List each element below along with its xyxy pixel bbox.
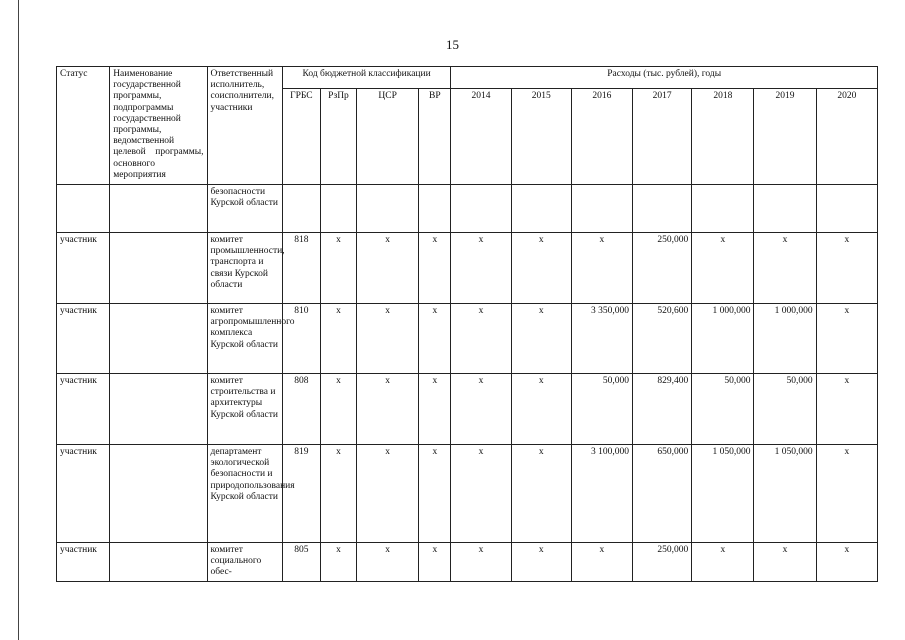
cell-value-2019: 1 050,000	[754, 445, 816, 543]
cell-value-2014	[451, 185, 511, 233]
cell-value-2020: х	[816, 233, 877, 304]
cell-executor: безопасности Курской области	[207, 185, 282, 233]
header-name: Наименование государственной программы, подпрограммы государственной программы, ведомственной целевой программы, основного мероприятия	[110, 67, 207, 185]
cell-status: участник	[57, 543, 110, 582]
header-csr: ЦСР	[357, 89, 419, 185]
cell-value-2014: х	[451, 543, 511, 582]
cell-rzpr: х	[320, 445, 356, 543]
page-number: 15	[446, 37, 459, 52]
cell-value-2017: 520,600	[633, 304, 692, 374]
cell-csr: х	[357, 445, 419, 543]
cell-name	[110, 233, 207, 304]
cell-value-2016: х	[571, 233, 632, 304]
cell-value-2014: х	[451, 304, 511, 374]
header-expenses: Расходы (тыс. рублей), годы	[451, 67, 878, 89]
table-row	[57, 185, 878, 233]
cell-value-2017: 250,000	[633, 543, 692, 582]
table-row	[57, 374, 878, 445]
header-budget-code: Код бюджетной классификации	[282, 67, 451, 89]
header-grbs: ГРБС	[282, 89, 320, 185]
cell-value-2020: х	[816, 543, 877, 582]
cell-status: участник	[57, 445, 110, 543]
cell-vr: х	[419, 304, 451, 374]
header-year-2016: 2016	[571, 89, 632, 185]
cell-value-2014: х	[451, 233, 511, 304]
cell-value-2018: 1 050,000	[692, 445, 754, 543]
cell-grbs: 808	[282, 374, 320, 445]
cell-value-2017: 650,000	[633, 445, 692, 543]
cell-executor: департамент экологической безопасности и природопользования Курской области	[207, 445, 282, 543]
cell-vr: х	[419, 445, 451, 543]
cell-value-2015: х	[511, 304, 571, 374]
cell-name	[110, 445, 207, 543]
cell-value-2016: х	[571, 543, 632, 582]
cell-value-2018: 50,000	[692, 374, 754, 445]
cell-csr: х	[357, 233, 419, 304]
cell-value-2019: 1 000,000	[754, 304, 816, 374]
header-year-2015: 2015	[511, 89, 571, 185]
cell-rzpr	[320, 185, 356, 233]
cell-status: участник	[57, 304, 110, 374]
cell-executor: комитет агропромышленного комплекса Курской области	[207, 304, 282, 374]
cell-value-2018	[692, 185, 754, 233]
cell-executor: комитет промышленности, транспорта и связи Курской области	[207, 233, 282, 304]
cell-csr: х	[357, 374, 419, 445]
cell-name	[110, 374, 207, 445]
cell-value-2019: х	[754, 233, 816, 304]
cell-value-2018: х	[692, 233, 754, 304]
cell-value-2020: х	[816, 445, 877, 543]
table-row	[57, 233, 878, 304]
cell-executor: комитет строительства и архитектуры Курской области	[207, 374, 282, 445]
cell-grbs: 819	[282, 445, 320, 543]
cell-value-2019	[754, 185, 816, 233]
budget-table	[56, 66, 878, 582]
cell-rzpr: х	[320, 304, 356, 374]
cell-name	[110, 185, 207, 233]
cell-value-2016: 50,000	[571, 374, 632, 445]
cell-value-2016: 3 100,000	[571, 445, 632, 543]
cell-status: участник	[57, 233, 110, 304]
cell-vr: х	[419, 374, 451, 445]
cell-grbs: 818	[282, 233, 320, 304]
cell-grbs	[282, 185, 320, 233]
header-status: Статус	[57, 67, 110, 185]
header-year-2018: 2018	[692, 89, 754, 185]
cell-name	[110, 543, 207, 582]
cell-value-2015	[511, 185, 571, 233]
table-row	[57, 304, 878, 374]
cell-vr: х	[419, 233, 451, 304]
cell-name	[110, 304, 207, 374]
header-rzpr: РзПр	[320, 89, 356, 185]
cell-value-2017: 250,000	[633, 233, 692, 304]
cell-value-2020: х	[816, 304, 877, 374]
cell-value-2019: 50,000	[754, 374, 816, 445]
cell-value-2015: х	[511, 374, 571, 445]
header-year-2017: 2017	[633, 89, 692, 185]
page-left-border	[18, 0, 19, 640]
cell-vr	[419, 185, 451, 233]
cell-value-2020	[816, 185, 877, 233]
cell-csr	[357, 185, 419, 233]
cell-status: участник	[57, 374, 110, 445]
cell-value-2016	[571, 185, 632, 233]
header-vr: ВР	[419, 89, 451, 185]
cell-value-2017	[633, 185, 692, 233]
header-year-2014: 2014	[451, 89, 511, 185]
cell-value-2014: х	[451, 374, 511, 445]
cell-value-2018: 1 000,000	[692, 304, 754, 374]
cell-value-2014: х	[451, 445, 511, 543]
cell-csr: х	[357, 304, 419, 374]
cell-value-2015: х	[511, 233, 571, 304]
cell-executor: комитет социального обес-	[207, 543, 282, 582]
cell-status	[57, 185, 110, 233]
header-year-2020: 2020	[816, 89, 877, 185]
cell-rzpr: х	[320, 543, 356, 582]
cell-rzpr: х	[320, 374, 356, 445]
table-row	[57, 543, 878, 582]
cell-vr: х	[419, 543, 451, 582]
cell-csr: х	[357, 543, 419, 582]
cell-value-2017: 829,400	[633, 374, 692, 445]
cell-grbs: 810	[282, 304, 320, 374]
header-year-2019: 2019	[754, 89, 816, 185]
cell-value-2020: х	[816, 374, 877, 445]
cell-value-2015: х	[511, 445, 571, 543]
header-executor: Ответственный исполнитель, соисполнители, участники	[207, 67, 282, 185]
cell-value-2018: х	[692, 543, 754, 582]
cell-rzpr: х	[320, 233, 356, 304]
cell-value-2019: х	[754, 543, 816, 582]
cell-grbs: 805	[282, 543, 320, 582]
cell-value-2015: х	[511, 543, 571, 582]
table-row	[57, 445, 878, 543]
cell-value-2016: 3 350,000	[571, 304, 632, 374]
